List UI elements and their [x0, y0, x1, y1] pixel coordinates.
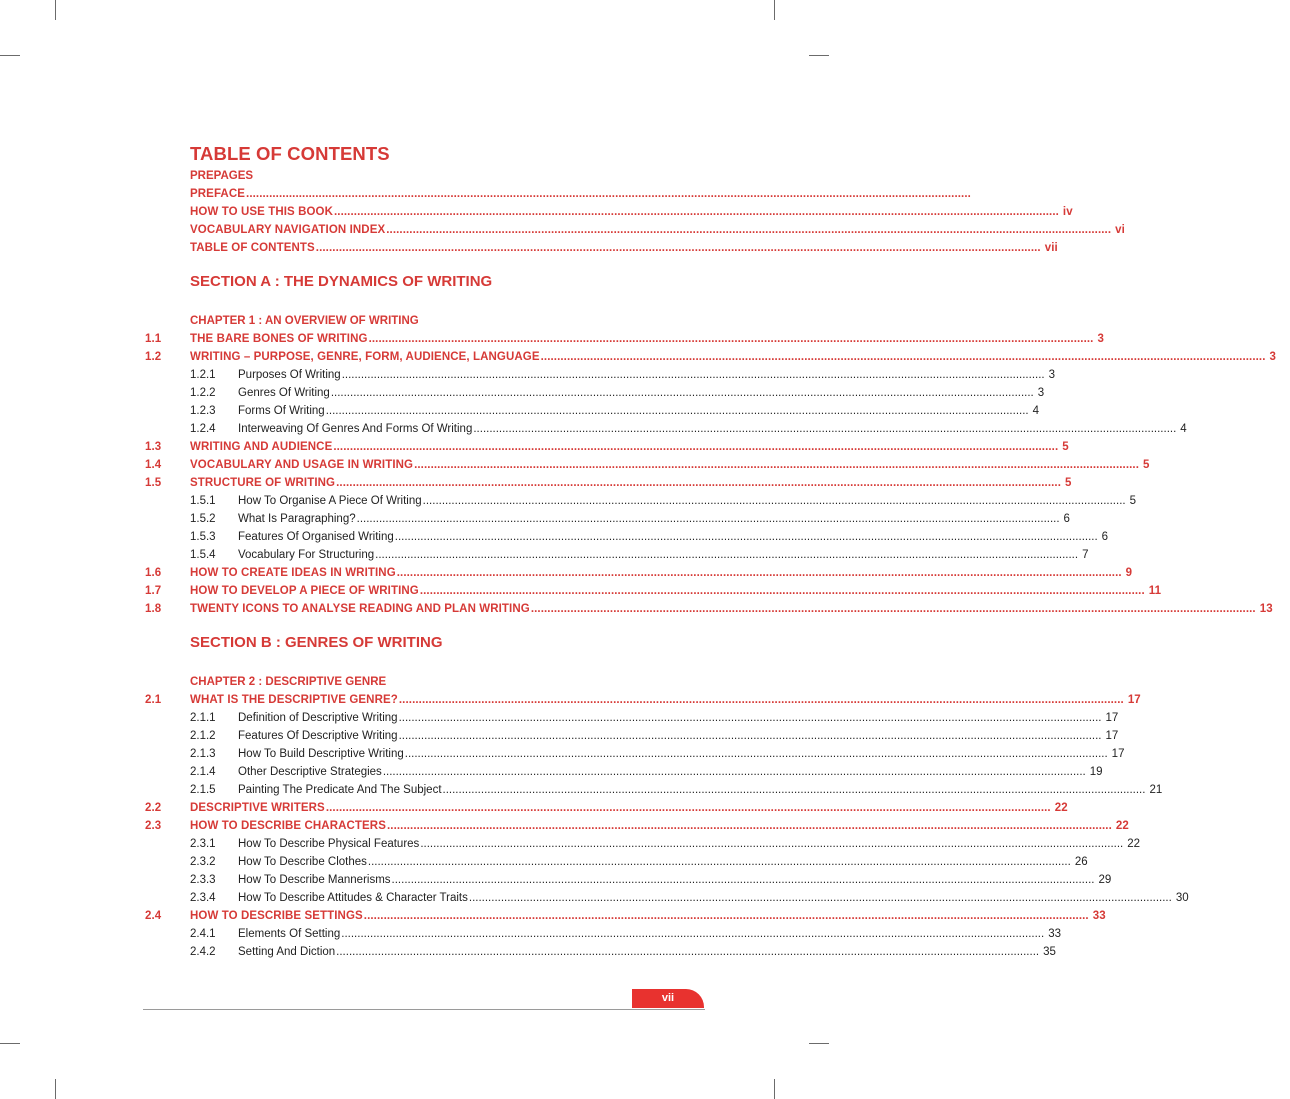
entry-label: HOW TO DESCRIBE CHARACTERS [190, 820, 386, 832]
entry-label: PREPAGES [190, 170, 254, 182]
entry-page: 17 [1105, 730, 1119, 742]
entry-number: 1.5.4 [190, 549, 216, 561]
toc-subentry [145, 832, 1141, 850]
entry-label: Vocabulary For Structuring [238, 549, 375, 561]
toc-entry [145, 561, 1133, 579]
entry-label: What Is Paragraphing? [238, 513, 356, 525]
dot-leader: ............................................................................................................................................................................................................................ [396, 567, 1122, 579]
toc-subentry [145, 417, 1187, 435]
entry-label: How To Build Descriptive Writing [238, 748, 404, 760]
entry-page: 5 [1062, 441, 1069, 453]
dot-leader: ............................................................................................................................................................................................................................ [336, 477, 1062, 489]
entry-page: 17 [1105, 712, 1119, 724]
toc-subentry [145, 525, 1109, 543]
entry-number: 1.7 [145, 585, 162, 597]
entry-number: 1.4 [145, 459, 162, 471]
entry-label: Features Of Descriptive Writing [238, 730, 398, 742]
dot-leader: ............................................................................................................................................................................................................................ [398, 730, 1102, 742]
entry-number: 1.5.3 [190, 531, 216, 543]
entry-number: 2.3 [145, 820, 162, 832]
entry-label: Setting And Diction [238, 946, 336, 958]
entry-number: 1.2.1 [190, 369, 216, 381]
entry-number: 1.2.2 [190, 387, 216, 399]
entry-label: PREFACE [190, 188, 246, 200]
section-title: SECTION A : THE DYNAMICS OF WRITING [190, 273, 493, 290]
entry-page: 11 [1148, 585, 1162, 597]
toc-subentry [145, 399, 1040, 417]
entry-number: 1.1 [145, 333, 162, 345]
toc-entry [145, 814, 1129, 832]
dot-leader: ............................................................................................................................................................................................................................ [363, 910, 1089, 922]
entry-label: WRITING AND AUDIENCE [190, 441, 333, 453]
dot-leader: ............................................................................................................................................................................................................................ [246, 188, 971, 200]
entry-number: 1.2 [145, 351, 162, 363]
entry-page: 5 [1065, 477, 1072, 489]
entry-label: Features Of Organised Writing [238, 531, 394, 543]
entry-number: 2.1 [145, 694, 162, 706]
entry-page: 33 [1092, 910, 1106, 922]
entry-number: 1.8 [145, 603, 162, 615]
dot-leader: ............................................................................................................................................................................................................................ [382, 766, 1086, 778]
toc-subentry [145, 543, 1089, 561]
toc-entry [145, 471, 1072, 489]
dot-leader: ............................................................................................................................................................................................................................ [333, 441, 1059, 453]
entry-label: HOW TO DEVELOP A PIECE OF WRITING [190, 585, 419, 597]
entry-page: 4 [1180, 423, 1187, 435]
page-title: TABLE OF CONTENTS [190, 143, 390, 164]
entry-page: 4 [1032, 405, 1040, 417]
dot-leader: ............................................................................................................................................................................................................................ [386, 224, 1112, 236]
dot-leader: ............................................................................................................................................................................................................................ [386, 820, 1112, 832]
chapter-title [145, 309, 659, 327]
dot-leader: ............................................................................................................................................................................................................................ [414, 459, 1140, 471]
dot-leader: ............................................................................................................................................................................................................................ [442, 784, 1146, 796]
dot-leader: ............................................................................................................................................................................................................................ [336, 946, 1040, 958]
dot-leader: ............................................................................................................................................................................................................................ [367, 856, 1071, 868]
entry-page: 35 [1043, 946, 1056, 958]
dot-leader: ............................................................................................................................................................................................................................ [334, 206, 1059, 218]
dot-leader: ............................................................................................................................................................................................................................ [468, 892, 1172, 904]
dot-leader: ............................................................................................................................................................................................................................ [419, 585, 1145, 597]
dot-leader: ............................................................................................................................................................................................................................ [394, 531, 1098, 543]
entry-number: 2.4.1 [190, 928, 216, 940]
entry-number: 1.6 [145, 567, 162, 579]
dot-leader: ............................................................................................................................................................................................................................ [398, 712, 1102, 724]
entry-page: 6 [1063, 513, 1070, 525]
crop-mark [0, 55, 20, 56]
toc-entry [145, 435, 1069, 453]
entry-label: Purposes Of Writing [238, 369, 341, 381]
entry-number: 2.1.2 [190, 730, 216, 742]
entry-page: 22 [1127, 838, 1141, 850]
entry-page: vi [1115, 224, 1125, 236]
toc-entry [145, 345, 1277, 363]
entry-label: How To Describe Physical Features [238, 838, 420, 850]
crop-mark [809, 1043, 829, 1044]
toc-entry [145, 182, 971, 200]
toc-entry [145, 579, 1162, 597]
toc-entry [145, 796, 1068, 814]
chapter-title [145, 670, 659, 688]
entry-number: 2.2 [145, 802, 162, 814]
toc-entry [145, 327, 1104, 345]
entry-number: 2.1.5 [190, 784, 216, 796]
entry-label: HOW TO CREATE IDEAS IN WRITING [190, 567, 396, 579]
entry-page: 13 [1259, 603, 1273, 615]
dot-leader: ............................................................................................................................................................................................................................ [368, 333, 1094, 345]
toc-subentry [145, 381, 1045, 399]
crop-mark [55, 1079, 56, 1099]
toc-entry [145, 200, 1073, 218]
dot-leader: ............................................................................................................................................................................................................................ [325, 802, 1051, 814]
entry-label: How To Describe Clothes [238, 856, 367, 868]
dot-leader: ............................................................................................................................................................................................................................ [356, 513, 1060, 525]
entry-label: Genres Of Writing [238, 387, 330, 399]
section-title: SECTION B : GENRES OF WRITING [190, 634, 443, 651]
entry-number: 1.2.4 [190, 423, 216, 435]
entry-label: Painting The Predicate And The Subject [238, 784, 442, 796]
dot-leader: ............................................................................................................................................................................................................................ [325, 405, 1029, 417]
entry-number: 2.4.2 [190, 946, 216, 958]
crop-mark [0, 1043, 20, 1044]
entry-label: VOCABULARY AND USAGE IN WRITING [190, 459, 414, 471]
footer-rule [143, 1009, 705, 1010]
crop-mark [809, 55, 829, 56]
dot-leader: ............................................................................................................................................................................................................................ [420, 838, 1124, 850]
entry-number: 2.3.4 [190, 892, 216, 904]
entry-label: Forms Of Writing [238, 405, 325, 417]
dot-leader: ............................................................................................................................................................................................................................ [404, 748, 1108, 760]
toc-heading [145, 164, 659, 182]
entry-number: 2.1.3 [190, 748, 216, 760]
dot-leader: ............................................................................................................................................................................................................................ [540, 351, 1266, 363]
toc-subentry [145, 760, 1103, 778]
entry-number: 2.3.3 [190, 874, 216, 886]
entry-page: iv [1062, 206, 1073, 218]
dot-leader: ............................................................................................................................................................................................................................ [315, 242, 1041, 254]
entry-number: 2.4 [145, 910, 162, 922]
crop-mark [774, 0, 775, 20]
entry-page: 26 [1074, 856, 1088, 868]
entry-page: 19 [1089, 766, 1103, 778]
toc-subentry [145, 706, 1119, 724]
crop-mark [55, 0, 56, 20]
dot-leader: ............................................................................................................................................................................................................................ [473, 423, 1177, 435]
entry-page: 7 [1082, 549, 1089, 561]
dot-leader: ............................................................................................................................................................................................................................ [330, 387, 1034, 399]
entry-label: HOW TO DESCRIBE SETTINGS [190, 910, 363, 922]
entry-page: vii [1044, 242, 1058, 254]
toc-subentry [145, 922, 1061, 940]
entry-label: Other Descriptive Strategies [238, 766, 382, 778]
toc-subentry [145, 489, 1136, 507]
page-number: vii [661, 992, 675, 1004]
toc-subentry [145, 363, 1056, 381]
dot-leader: ............................................................................................................................................................................................................................ [398, 694, 1124, 706]
entry-number: 1.2.3 [190, 405, 216, 417]
entry-label: TWENTY ICONS TO ANALYSE READING AND PLAN WRITING [190, 603, 530, 615]
entry-label: THE BARE BONES OF WRITING [190, 333, 368, 345]
entry-label: How To Describe Mannerisms [238, 874, 391, 886]
dot-leader: ............................................................................................................................................................................................................................ [341, 928, 1045, 940]
toc-subentry [145, 724, 1119, 742]
toc-subentry [145, 507, 1070, 525]
toc-subentry [145, 940, 1056, 958]
entry-label: WHAT IS THE DESCRIPTIVE GENRE? [190, 694, 398, 706]
entry-page: 3 [1037, 387, 1045, 399]
dot-leader: ............................................................................................................................................................................................................................ [391, 874, 1095, 886]
entry-label: How To Organise A Piece Of Writing [238, 495, 422, 507]
entry-page: 5 [1129, 495, 1136, 507]
entry-number: 2.1.4 [190, 766, 216, 778]
entry-number: 2.1.1 [190, 712, 216, 724]
entry-label: How To Describe Attitudes & Character Traits [238, 892, 468, 904]
entry-page: 17 [1127, 694, 1141, 706]
entry-page: 33 [1048, 928, 1061, 940]
toc-entry [145, 218, 1125, 236]
entry-label: Elements Of Setting [238, 928, 341, 940]
toc-entry [145, 597, 1273, 615]
toc-subentry [145, 886, 1189, 904]
dot-leader: ............................................................................................................................................................................................................................ [375, 549, 1079, 561]
entry-page: 3 [1048, 369, 1056, 381]
toc-entry [145, 688, 1141, 706]
toc-subentry [145, 742, 1125, 760]
entry-page: 29 [1098, 874, 1112, 886]
entry-page: 30 [1175, 892, 1189, 904]
toc-entry [145, 236, 1058, 254]
toc-entry [145, 453, 1150, 471]
entry-page: 3 [1097, 333, 1104, 345]
entry-page: 5 [1143, 459, 1150, 471]
entry-number: 1.5 [145, 477, 162, 489]
dot-leader: ............................................................................................................................................................................................................................ [341, 369, 1045, 381]
entry-page: 17 [1111, 748, 1125, 760]
entry-page: 3 [1269, 351, 1277, 363]
toc-subentry [145, 778, 1163, 796]
entry-label: CHAPTER 1 : AN OVERVIEW OF WRITING [190, 315, 419, 327]
toc-subentry [145, 850, 1088, 868]
entry-number: 1.5.2 [190, 513, 216, 525]
entry-label: HOW TO USE THIS BOOK [190, 206, 333, 218]
entry-label: Definition of Descriptive Writing [238, 712, 398, 724]
entry-number: 2.3.2 [190, 856, 216, 868]
entry-label: TABLE OF CONTENTS [190, 242, 315, 254]
entry-number: 1.3 [145, 441, 162, 453]
entry-number: 2.3.1 [190, 838, 216, 850]
entry-number: 1.5.1 [190, 495, 216, 507]
crop-mark [774, 1079, 775, 1099]
entry-page: 21 [1149, 784, 1163, 796]
dot-leader: ............................................................................................................................................................................................................................ [530, 603, 1256, 615]
entry-page: 22 [1115, 820, 1129, 832]
toc-entry [145, 904, 1106, 922]
entry-label: STRUCTURE OF WRITING [190, 477, 336, 489]
entry-label: WRITING – PURPOSE, GENRE, FORM, AUDIENCE, LANGUAGE [190, 351, 540, 363]
entry-page: 6 [1101, 531, 1109, 543]
entry-page: 9 [1125, 567, 1133, 579]
toc-subentry [145, 868, 1112, 886]
entry-label: Interweaving Of Genres And Forms Of Writing [238, 423, 473, 435]
dot-leader: ............................................................................................................................................................................................................................ [422, 495, 1126, 507]
entry-label: DESCRIPTIVE WRITERS [190, 802, 325, 814]
entry-label: VOCABULARY NAVIGATION INDEX [190, 224, 386, 236]
entry-label: CHAPTER 2 : DESCRIPTIVE GENRE [190, 676, 387, 688]
entry-page: 22 [1054, 802, 1068, 814]
